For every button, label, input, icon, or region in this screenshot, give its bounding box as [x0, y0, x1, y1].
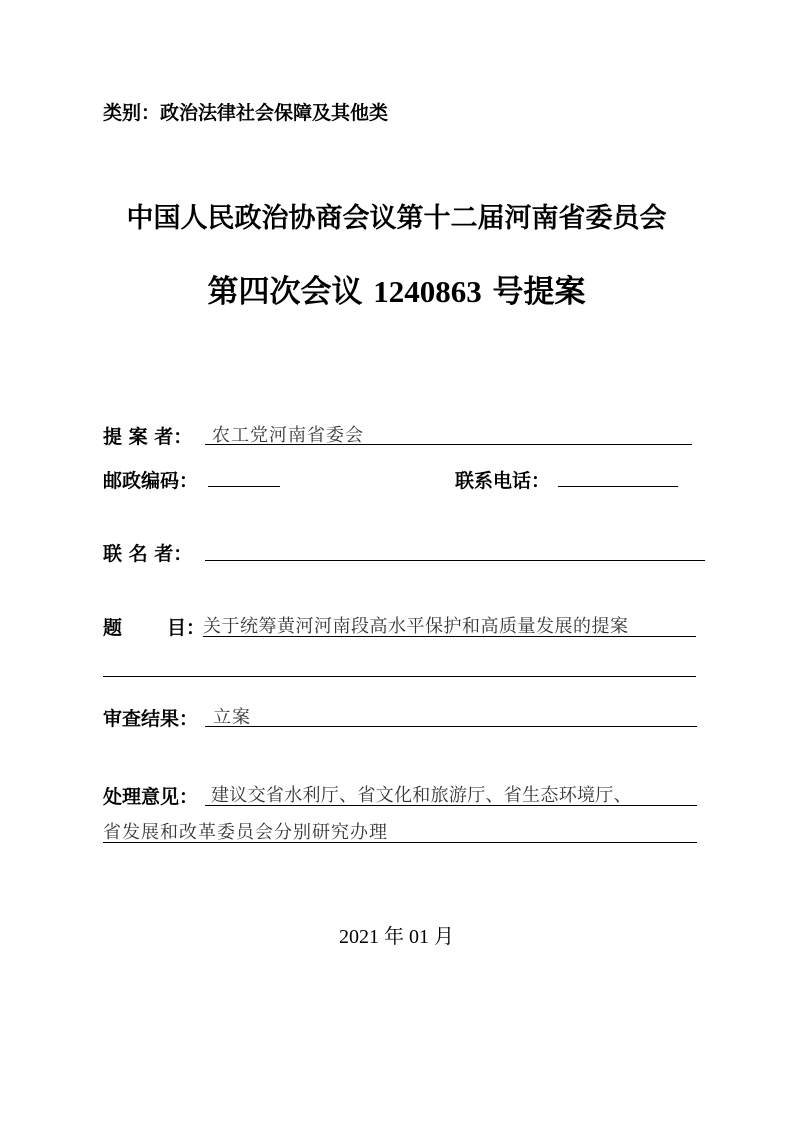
phone-label: 联系电话：: [455, 470, 551, 492]
proposer-underline: [205, 444, 692, 445]
handling-value-line1: 建议交省水利厅、省文化和旅游厅、省生态环境厅、: [211, 785, 632, 806]
handling-underline-1: [205, 805, 697, 806]
postcode-label: 邮政编码：: [103, 470, 199, 492]
subject-label-first: 题: [103, 617, 123, 639]
cosigner-label: 联 名 者：: [103, 543, 193, 565]
subject-value: 关于统筹黄河河南段高水平保护和高质量发展的提案: [203, 616, 629, 637]
postcode-underline: [208, 486, 280, 487]
handling-underline-2: [103, 842, 697, 843]
phone-underline: [558, 486, 678, 487]
cosigner-underline: [205, 560, 705, 561]
proposal-number: 1240863: [373, 274, 482, 309]
document-title-line1: 中国人民政治协商会议第十二届河南省委员会: [126, 203, 667, 234]
proposer-label: 提 案 者：: [103, 426, 193, 448]
title-suffix: 号提案: [492, 274, 586, 310]
document-title-line2: [0, 266, 793, 311]
review-underline: [205, 726, 697, 727]
review-value: 立案: [213, 707, 251, 728]
handling-value-line2: 省发展和改革委员会分别研究办理: [103, 822, 388, 843]
subject-underline-1: [203, 636, 696, 637]
title-session: 第四次会议: [207, 274, 363, 310]
proposal-category: 类别：政治法律社会保障及其他类: [103, 102, 389, 124]
document-date: 2021 年 01 月: [339, 926, 454, 948]
review-label: 审查结果：: [103, 708, 199, 730]
subject-label-second: 目：: [167, 617, 206, 639]
subject-underline-2: [103, 676, 696, 677]
handling-label: 处理意见：: [103, 786, 199, 808]
proposer-value: 农工党河南省委会: [212, 425, 364, 446]
